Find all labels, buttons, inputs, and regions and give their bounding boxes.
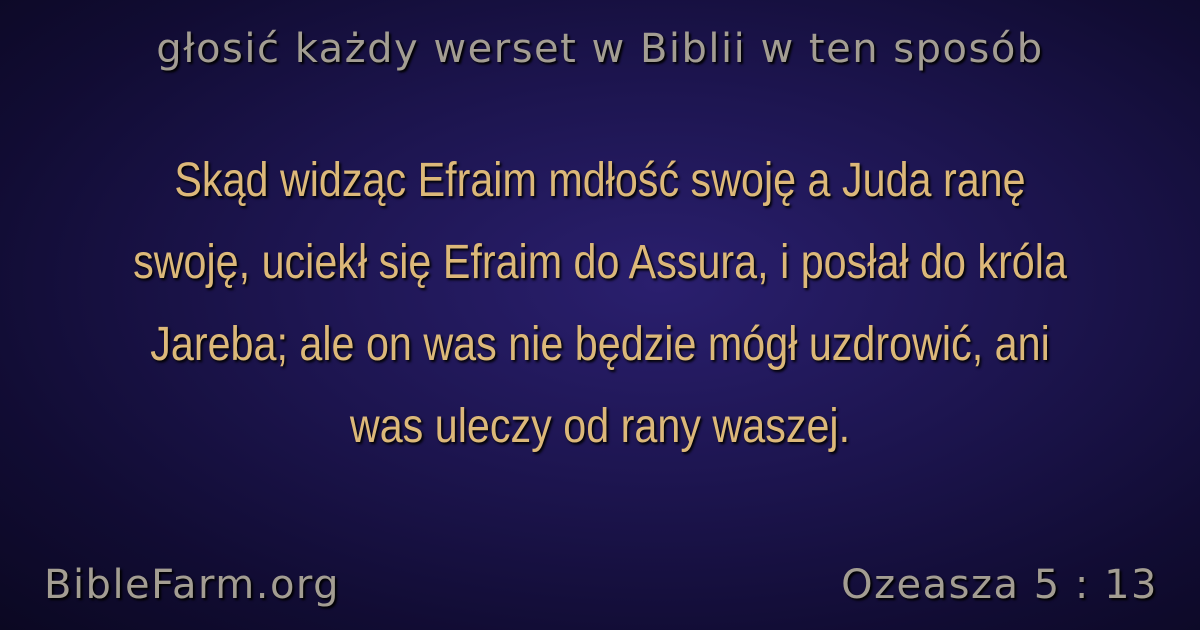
verse-reference: Ozeasza 5 : 13 <box>841 562 1158 608</box>
verse-text: Skąd widząc Efraim mdłość swoję a Juda ranę swoję, uciekł się Efraim do Assura, i posłał do króla Jareba; ale on was nie będzie mógł uzdrowić, ani was uleczy od rany waszej. <box>133 154 1067 453</box>
tagline: głosić każdy werset w Biblii w ten sposób <box>156 26 1044 72</box>
site-name: BibleFarm.org <box>44 562 341 608</box>
